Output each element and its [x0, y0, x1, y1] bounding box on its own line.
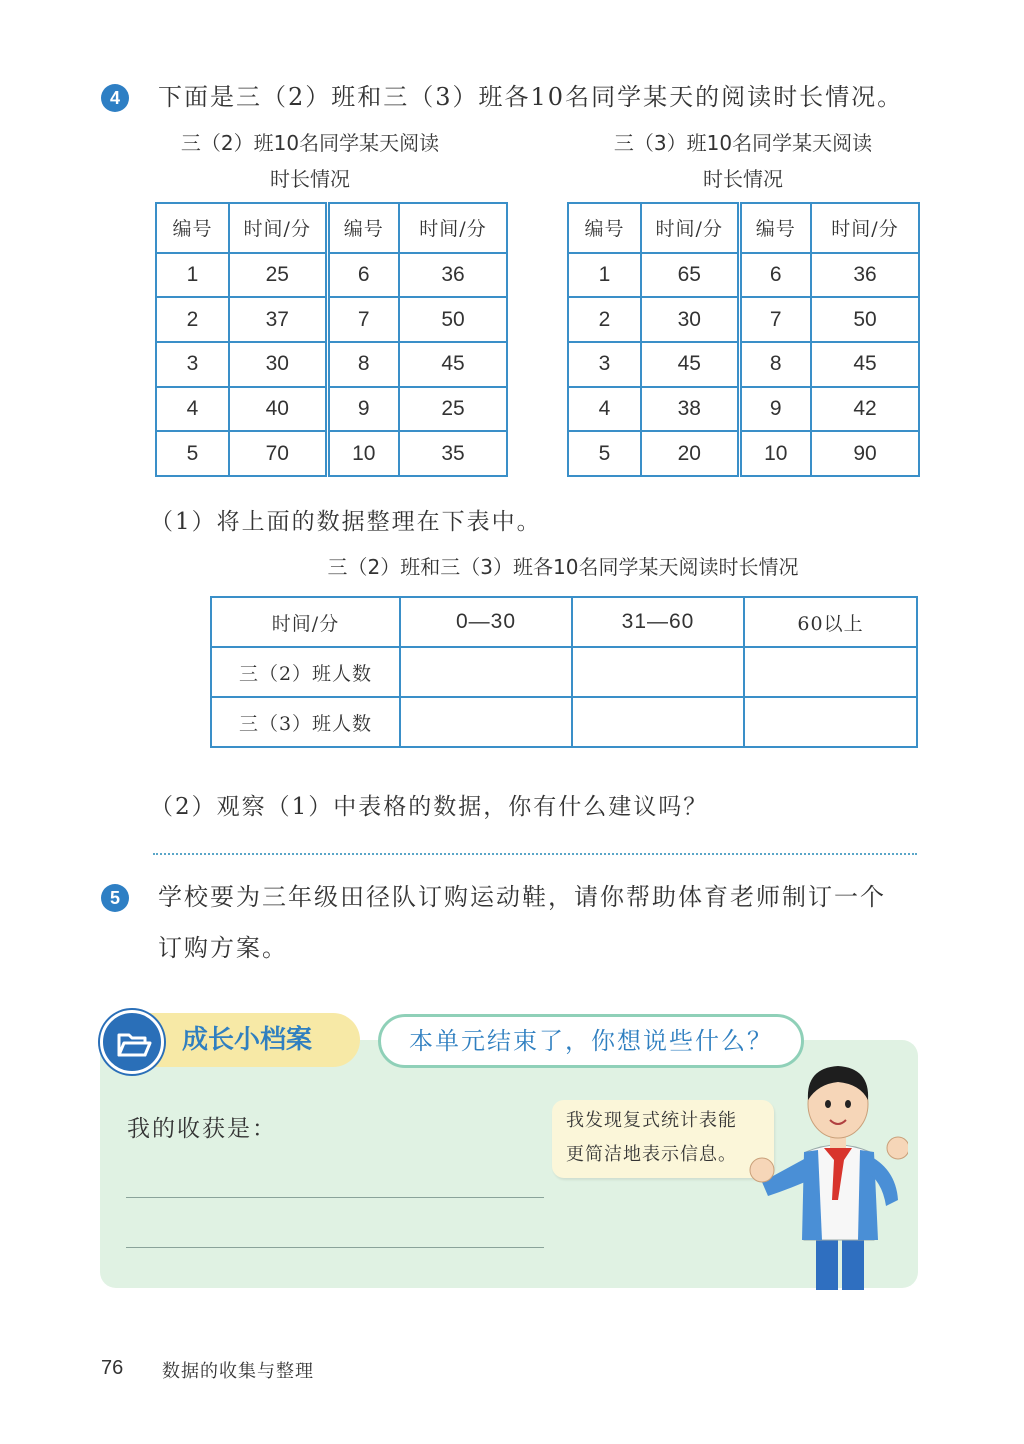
question-5-badge: 5	[101, 884, 129, 912]
growth-record-title: 成长小档案	[182, 1025, 313, 1055]
table-cell: 37	[229, 297, 327, 342]
table-header-row	[156, 203, 507, 253]
header-cell: 时间/分	[399, 203, 507, 253]
header-cell: 时间/分	[811, 203, 919, 253]
harvest-prompt: 我的收获是：	[127, 1116, 277, 1142]
question-5-line2: 订购方案。	[158, 934, 288, 962]
question-5-line1: 学校要为三年级田径队订购运动鞋，请你帮助体育老师制订一个	[158, 883, 886, 911]
answer-cell[interactable]	[572, 697, 744, 747]
speech-note	[552, 1100, 774, 1178]
table-cell: 25	[399, 387, 507, 432]
table-cell: 70	[229, 431, 327, 476]
table-cell: 42	[811, 387, 919, 432]
table-cell: 38	[641, 387, 739, 432]
answer-cell[interactable]	[744, 647, 917, 697]
table-cell: 90	[811, 431, 919, 476]
table-row	[568, 297, 919, 342]
writing-line-2[interactable]	[126, 1247, 544, 1248]
header-cell: 时间/分	[229, 203, 327, 253]
table-cell: 35	[399, 431, 507, 476]
row-label: 三（3）班人数	[211, 697, 400, 747]
row-label: 三（2）班人数	[211, 647, 400, 697]
answer-cell[interactable]	[572, 647, 744, 697]
table-cell: 5	[156, 431, 229, 476]
table-cell: 4	[156, 387, 229, 432]
table-cell: 9	[739, 387, 811, 432]
table-cell: 10	[739, 431, 811, 476]
header-cell: 时间/分	[211, 597, 400, 647]
summary-row-class-2	[211, 647, 917, 697]
folder-icon	[100, 1010, 164, 1074]
sub-question-2: （2）观察（1）中表格的数据，你有什么建议吗？	[150, 794, 709, 820]
header-cell: 编号	[156, 203, 229, 253]
table-b-caption-line1: 三（3）班10名同学某天阅读	[613, 131, 873, 155]
table-cell: 7	[327, 297, 399, 342]
table-b-caption	[588, 130, 898, 192]
summary-table	[210, 596, 918, 748]
table-cell: 36	[399, 253, 507, 298]
table-row	[156, 342, 507, 387]
summary-row-class-3	[211, 697, 917, 747]
table-cell: 36	[811, 253, 919, 298]
header-cell: 60以上	[744, 597, 917, 647]
table-cell: 25	[229, 253, 327, 298]
section-divider	[153, 853, 917, 855]
table-row	[568, 342, 919, 387]
table-cell: 1	[568, 253, 641, 298]
class-3-reading-table	[567, 202, 920, 477]
chapter-title: 数据的收集与整理	[162, 1361, 314, 1382]
table-cell: 4	[568, 387, 641, 432]
table-row	[568, 387, 919, 432]
table-cell: 10	[327, 431, 399, 476]
table-cell: 5	[568, 431, 641, 476]
table-row	[156, 297, 507, 342]
answer-cell[interactable]	[400, 697, 572, 747]
table-a-caption-line1: 三（2）班10名同学某天阅读	[180, 131, 440, 155]
table-cell: 9	[327, 387, 399, 432]
table-row	[568, 431, 919, 476]
table-cell: 6	[327, 253, 399, 298]
header-cell: 时间/分	[641, 203, 739, 253]
speech-note-line2: 更简洁地表示信息。	[566, 1144, 737, 1165]
question-4-text: 下面是三（2）班和三（3）班各10名同学某天的阅读时长情况。	[158, 83, 904, 111]
header-cell: 编号	[739, 203, 811, 253]
table-row	[156, 387, 507, 432]
header-cell: 0—30	[400, 597, 572, 647]
table-cell: 30	[641, 297, 739, 342]
table-cell: 8	[327, 342, 399, 387]
table-a-caption-line2: 时长情况	[270, 167, 350, 191]
answer-cell[interactable]	[400, 647, 572, 697]
header-cell: 编号	[327, 203, 399, 253]
writing-line-1[interactable]	[126, 1197, 544, 1198]
question-4-badge: 4	[101, 84, 129, 112]
answer-cell[interactable]	[744, 697, 917, 747]
table-cell: 3	[156, 342, 229, 387]
sub-question-1: （1）将上面的数据整理在下表中。	[150, 509, 542, 535]
header-cell: 编号	[568, 203, 641, 253]
table-cell: 3	[568, 342, 641, 387]
table-cell: 6	[739, 253, 811, 298]
table-cell: 1	[156, 253, 229, 298]
table-cell: 2	[156, 297, 229, 342]
table-b-caption-line2: 时长情况	[703, 167, 783, 191]
table-cell: 50	[811, 297, 919, 342]
header-cell: 31—60	[572, 597, 744, 647]
reflection-bubble-text: 本单元结束了，你想说些什么？	[409, 1027, 773, 1055]
table-cell: 20	[641, 431, 739, 476]
table-cell: 30	[229, 342, 327, 387]
table-cell: 40	[229, 387, 327, 432]
table-cell: 45	[811, 342, 919, 387]
table-a-caption	[155, 130, 465, 192]
table-row	[568, 253, 919, 298]
table-cell: 7	[739, 297, 811, 342]
table-row	[156, 253, 507, 298]
table-cell: 8	[739, 342, 811, 387]
page-number: 76	[101, 1357, 124, 1379]
speech-note-line1: 我发现复式统计表能	[566, 1110, 737, 1131]
table-row	[156, 431, 507, 476]
reflection-bubble	[378, 1014, 804, 1068]
table-cell: 45	[641, 342, 739, 387]
table-cell: 2	[568, 297, 641, 342]
summary-header-row	[211, 597, 917, 647]
table-cell: 45	[399, 342, 507, 387]
summary-table-caption: 三（2）班和三（3）班各10名同学某天阅读时长情况	[327, 555, 799, 579]
class-2-reading-table	[155, 202, 508, 477]
student-illustration	[748, 1040, 908, 1290]
table-header-row	[568, 203, 919, 253]
table-cell: 50	[399, 297, 507, 342]
table-cell: 65	[641, 253, 739, 298]
